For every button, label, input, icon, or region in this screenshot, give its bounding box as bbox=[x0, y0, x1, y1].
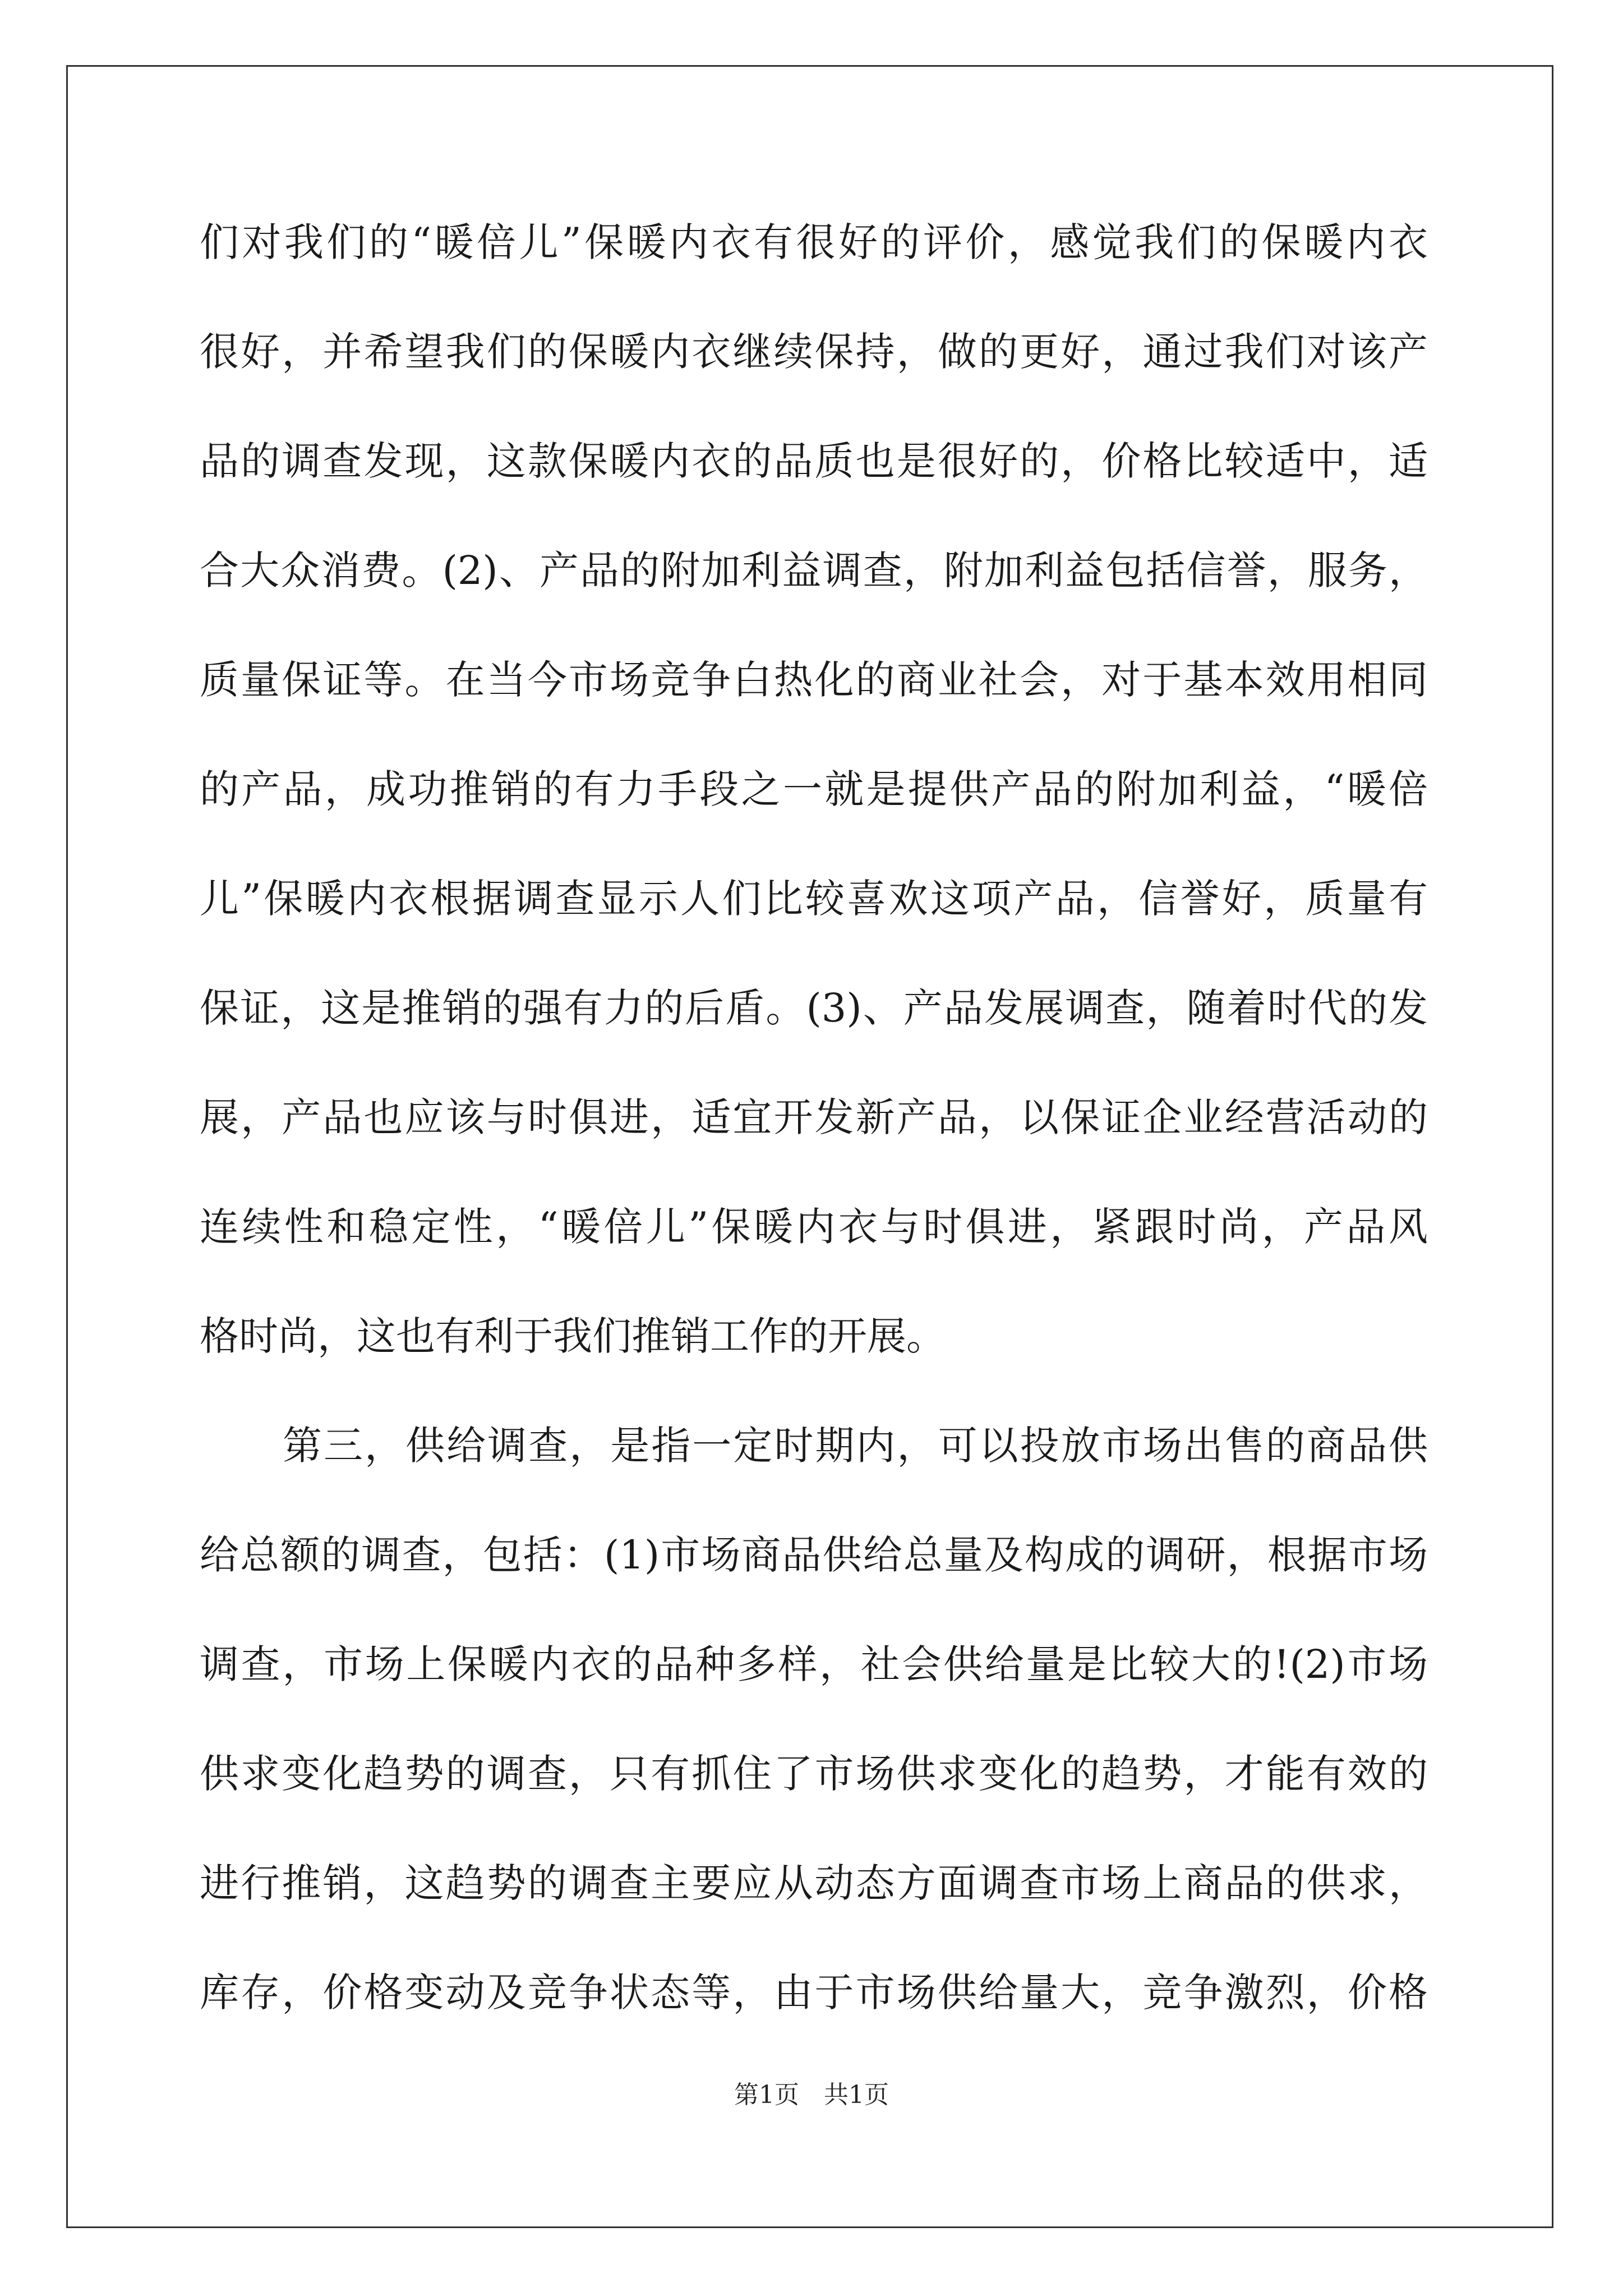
page-number: 第1页 共1页 bbox=[734, 2081, 889, 2109]
text-line: 品的调查发现，这款保暖内衣的品质也是很好的，价格比较适中，适 bbox=[200, 438, 1428, 484]
text-line: 儿”保暖内衣根据调查显示人们比较喜欢这项产品，信誉好，质量有 bbox=[200, 876, 1428, 922]
text-line: 进行推销，这趋势的调查主要应从动态方面调查市场上商品的供求， bbox=[200, 1860, 1428, 1906]
text-line: 质量保证等。在当今市场竞争白热化的商业社会，对于基本效用相同 bbox=[200, 657, 1428, 703]
paragraph-1 bbox=[200, 211, 1428, 1415]
text-line: 调查，市场上保暖内衣的品种多样，社会供给量是比较大的!(2)市场 bbox=[200, 1641, 1428, 1687]
text-line: 供求变化趋势的调查，只有抓住了市场供求变化的趋势，才能有效的 bbox=[200, 1751, 1428, 1797]
text-line: 连续性和稳定性，“暖倍儿”保暖内衣与时俱进，紧跟时尚，产品风 bbox=[200, 1204, 1428, 1250]
text-line: 的产品，成功推销的有力手段之一就是提供产品的附加利益，“暖倍 bbox=[200, 766, 1428, 812]
text-line: 们对我们的“暖倍儿”保暖内衣有很好的评价，感觉我们的保暖内衣 bbox=[200, 219, 1428, 265]
text-line: 很好，并希望我们的保暖内衣继续保持，做的更好，通过我们对该产 bbox=[200, 329, 1428, 375]
text-line: 第三，供给调查，是指一定时期内，可以投放市场出售的商品供 bbox=[283, 1423, 1428, 1469]
text-line: 给总额的调查，包括：(1)市场商品供给总量及构成的调研，根据市场 bbox=[200, 1532, 1428, 1578]
text-line: 库存，价格变动及竞争状态等，由于市场供给量大，竞争激烈，价格 bbox=[200, 1970, 1428, 2016]
text-line: 格时尚，这也有利于我们推销工作的开展。 bbox=[200, 1313, 946, 1359]
document-body bbox=[200, 211, 1428, 2071]
text-line: 合大众消费。(2)、产品的附加利益调查，附加利益包括信誉，服务， bbox=[200, 547, 1428, 593]
text-line: 保证，这是推销的强有力的后盾。(3)、产品发展调查，随着时代的发 bbox=[200, 985, 1428, 1031]
text-line: 展，产品也应该与时俱进，适宜开发新产品，以保证企业经营活动的 bbox=[200, 1094, 1428, 1140]
paragraph-2 bbox=[200, 1415, 1428, 2071]
